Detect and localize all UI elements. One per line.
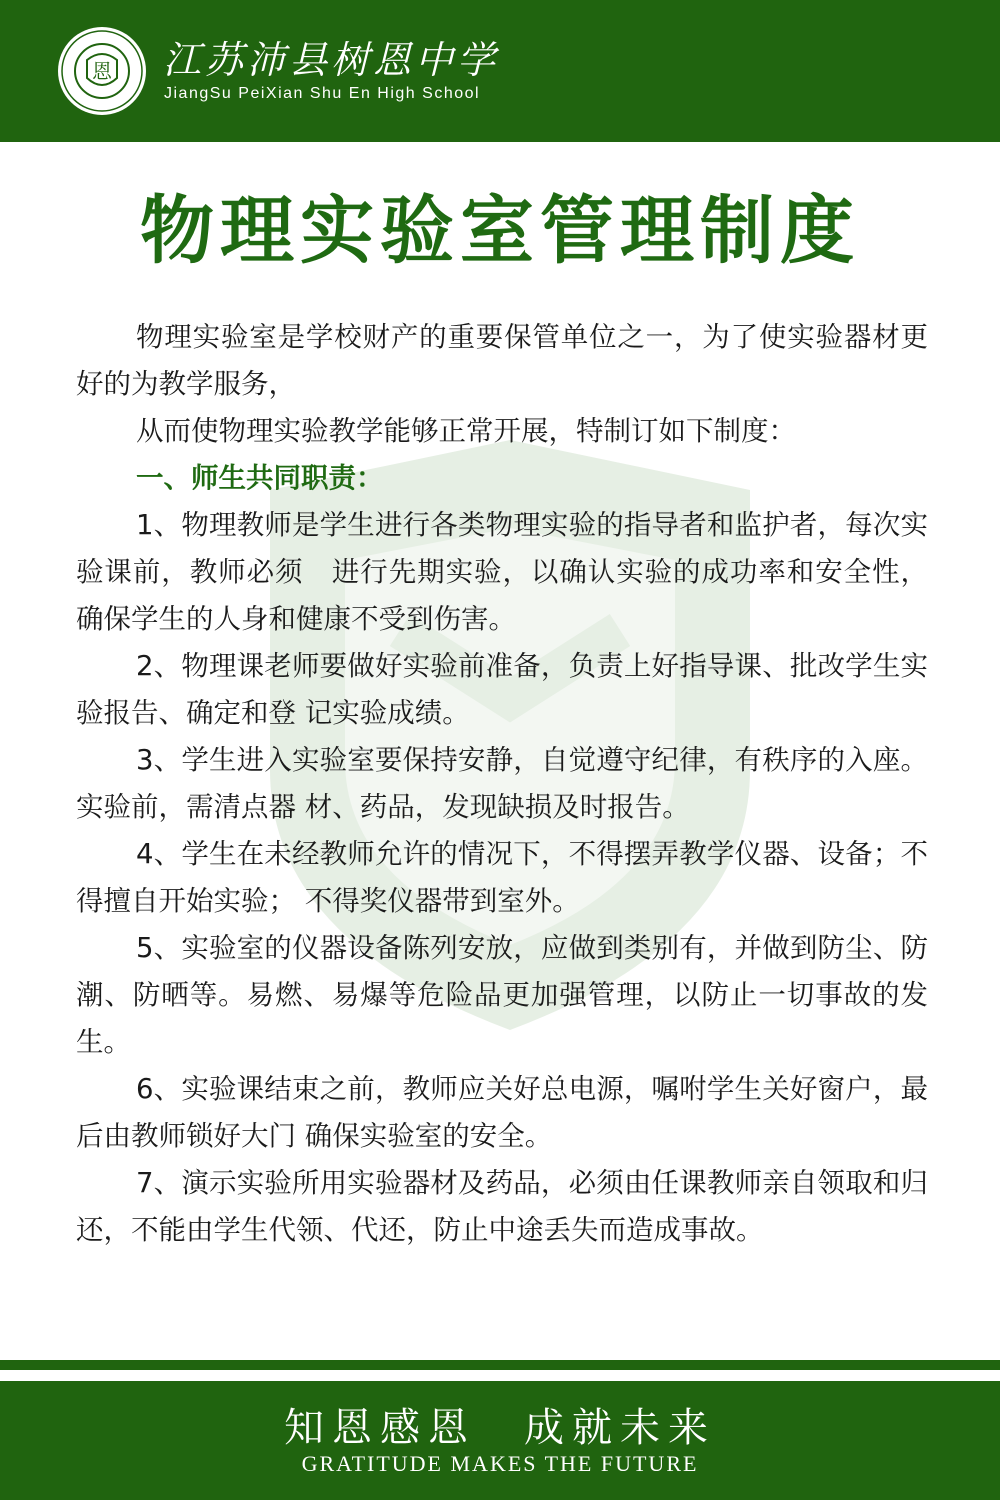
rule-item: 7、演示实验所用实验器材及药品，必须由任课教师亲自领取和归还，不能由学生代领、代还，防止中途丢失而造成事故。	[76, 1167, 928, 1246]
header-bar	[0, 0, 1000, 142]
school-name-en: JiangSu PeiXian Shu En High School	[164, 85, 481, 102]
rule-item: 1、物理教师是学生进行各类物理实验的指导者和监护者，每次实验课前，教师必须 进行先期实验，以确认实验的成功率和安全性，确保学生的人身和健康不受到伤害。	[76, 509, 928, 635]
rule-item: 4、学生在未经教师允许的情况下，不得摆弄教学仪器、设备；不得擅自开始实验； 不得奖仪器带到室外。	[76, 838, 928, 917]
regulation-body	[76, 314, 928, 1254]
school-logo-icon	[57, 26, 147, 116]
intro-paragraph: 从而使物理实验教学能够正常开展，特制订如下制度：	[136, 415, 796, 447]
section-heading: 一、师生共同职责：	[136, 462, 384, 494]
school-name-cn: 江苏沛县树恩中学	[163, 38, 500, 82]
rule-item: 6、实验课结束之前，教师应关好总电源，嘱咐学生关好窗户，最后由教师锁好大门 确保实验室的安全。	[76, 1073, 928, 1152]
slogan-en: GRATITUDE MAKES THE FUTURE	[301, 1451, 699, 1476]
rule-item: 3、学生进入实验室要保持安静，自觉遵守纪律，有秩序的入座。实验前，需清点器 材、药品，发现缺损及时报告。	[76, 744, 928, 823]
rule-item: 5、实验室的仪器设备陈列安放，应做到类别有，并做到防尘、防潮、防晒等。易燃、易爆等危险品更加强管理，以防止一切事故的发生。	[76, 932, 928, 1058]
intro-paragraph: 物理实验室是学校财产的重要保管单位之一，为了使实验器材更好的为教学服务，	[76, 321, 928, 400]
page-title: 物理实验室管理制度	[140, 188, 860, 274]
rule-item: 2、物理课老师要做好实验前准备，负责上好指导课、批改学生实验报告、确定和登 记实验成绩。	[76, 650, 928, 729]
slogan-cn: 知恩感恩 成就未来	[284, 1405, 716, 1451]
logo-glyph: 恩	[92, 59, 112, 83]
footer-divider	[0, 1360, 1000, 1370]
